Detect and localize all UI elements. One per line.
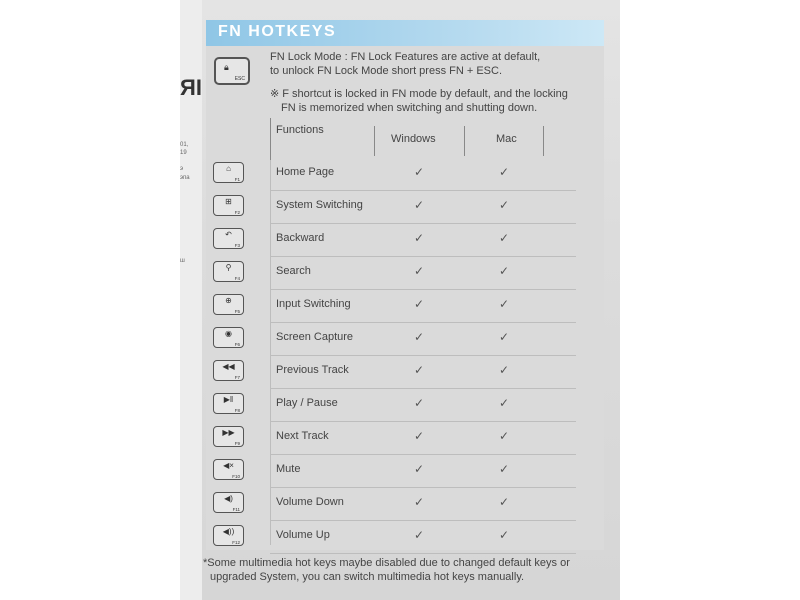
windows-check-icon: ✓ xyxy=(414,231,425,245)
fn-lock-note: ※ F shortcut is locked in FN mode by default, and the locking xyxy=(270,88,568,100)
row-divider xyxy=(270,520,576,521)
windows-check-icon: ✓ xyxy=(414,330,425,344)
function-label: Home Page xyxy=(276,166,335,178)
fn-lock-description: to unlock FN Lock Mode short press FN + ESC. xyxy=(270,65,503,77)
play-pause-icon: ▶‖ xyxy=(223,395,234,404)
function-key xyxy=(213,327,244,348)
function-key xyxy=(213,360,244,381)
key-caption: F6 xyxy=(234,342,240,347)
key-caption: F1 xyxy=(234,177,240,182)
mac-check-icon: ✓ xyxy=(499,198,510,212)
windows-check-icon: ✓ xyxy=(414,429,425,443)
function-label: System Switching xyxy=(276,199,363,211)
magnifier-icon: ⚲ xyxy=(225,263,232,272)
function-key xyxy=(213,294,244,315)
mute-icon: ◀× xyxy=(223,461,234,470)
row-divider xyxy=(270,190,576,191)
right-background xyxy=(620,0,800,600)
function-label: Volume Down xyxy=(276,496,344,508)
row-divider xyxy=(270,355,576,356)
function-key xyxy=(213,492,244,513)
row-divider xyxy=(270,388,576,389)
mac-check-icon: ✓ xyxy=(499,495,510,509)
rewind-icon: ◀◀ xyxy=(222,362,235,371)
row-divider xyxy=(270,256,576,257)
function-key xyxy=(213,459,244,480)
key-caption: F4 xyxy=(234,276,240,281)
header-functions: Functions xyxy=(276,124,324,136)
home-icon: ⌂ xyxy=(226,164,231,173)
windows-check-icon: ✓ xyxy=(414,165,425,179)
mac-check-icon: ✓ xyxy=(499,231,510,245)
mac-check-icon: ✓ xyxy=(499,330,510,344)
key-caption: F3 xyxy=(234,243,240,248)
header-windows: Windows xyxy=(391,133,436,145)
adjacent-page-text: 19 xyxy=(180,150,187,156)
adjacent-page-letters: ЯІ xyxy=(180,75,202,100)
back-arrow-icon: ↶ xyxy=(225,230,232,239)
row-divider xyxy=(270,223,576,224)
camera-icon: ◉ xyxy=(225,329,232,338)
volume-down-icon: ◀) xyxy=(224,494,233,503)
volume-up-icon: ◀)) xyxy=(222,527,235,536)
function-key xyxy=(213,228,244,249)
windows-check-icon: ✓ xyxy=(414,198,425,212)
adjacent-page-text: эпа xyxy=(180,175,190,181)
mac-check-icon: ✓ xyxy=(499,396,510,410)
key-caption: F12 xyxy=(232,540,240,545)
row-divider xyxy=(270,553,576,554)
table-divider xyxy=(270,118,271,162)
adjacent-page-fragment xyxy=(180,0,202,600)
table-divider xyxy=(543,126,544,156)
fast-forward-icon: ▶▶ xyxy=(222,428,235,437)
windows-check-icon: ✓ xyxy=(414,363,425,377)
function-key xyxy=(213,393,244,414)
mac-check-icon: ✓ xyxy=(499,528,510,542)
mac-check-icon: ✓ xyxy=(499,429,510,443)
key-caption: F9 xyxy=(234,441,240,446)
function-label: Next Track xyxy=(276,430,329,442)
windows-check-icon: ✓ xyxy=(414,528,425,542)
function-label: Screen Capture xyxy=(276,331,354,343)
row-divider xyxy=(270,289,576,290)
function-label: Play / Pause xyxy=(276,397,338,409)
windows-check-icon: ✓ xyxy=(414,495,425,509)
mac-check-icon: ✓ xyxy=(499,297,510,311)
adjacent-page-text: 01, xyxy=(180,142,189,148)
mac-check-icon: ✓ xyxy=(499,165,510,179)
key-caption: ESC xyxy=(234,76,245,82)
windows-check-icon: ✓ xyxy=(414,264,425,278)
title-banner xyxy=(206,20,604,46)
function-key xyxy=(213,426,244,447)
globe-icon: ⊕ xyxy=(225,296,232,305)
key-caption: F2 xyxy=(234,210,240,215)
header-mac: Mac xyxy=(496,133,517,145)
function-label: Volume Up xyxy=(276,529,330,541)
mac-check-icon: ✓ xyxy=(499,264,510,278)
windows-check-icon: ✓ xyxy=(414,396,425,410)
function-key xyxy=(213,261,244,282)
mac-check-icon: ✓ xyxy=(499,363,510,377)
key-caption: F7 xyxy=(234,375,240,380)
function-label: Previous Track xyxy=(276,364,349,376)
windows-check-icon: ✓ xyxy=(414,297,425,311)
mac-check-icon: ✓ xyxy=(499,462,510,476)
adjacent-page-text: э xyxy=(180,166,184,172)
key-caption: F8 xyxy=(234,408,240,413)
row-divider xyxy=(270,322,576,323)
function-key xyxy=(213,195,244,216)
key-caption: F10 xyxy=(232,474,240,479)
footnote: *Some multimedia hot keys maybe disabled due to changed default keys or xyxy=(203,557,570,569)
table-divider xyxy=(374,126,375,156)
row-divider xyxy=(270,487,576,488)
row-divider xyxy=(270,421,576,422)
row-divider xyxy=(270,454,576,455)
fn-lock-note: FN is memorized when switching and shutting down. xyxy=(281,102,538,114)
function-key xyxy=(213,525,244,546)
function-label: Backward xyxy=(276,232,325,244)
table-divider xyxy=(464,126,465,156)
page-title: FN HOTKEYS xyxy=(218,23,337,40)
key-caption: F11 xyxy=(232,507,240,512)
fn-lock-description: FN Lock Mode : FN Lock Features are active at default, xyxy=(270,51,541,63)
system-switch-icon: ⊞ xyxy=(225,197,232,206)
windows-check-icon: ✓ xyxy=(414,462,425,476)
footnote: upgraded System, you can switch multimedia hot keys manually. xyxy=(210,571,525,583)
function-key xyxy=(213,162,244,183)
esc-key-illustration xyxy=(214,57,250,85)
left-background xyxy=(0,0,180,600)
key-caption: F5 xyxy=(234,309,240,314)
function-label: Search xyxy=(276,265,311,277)
function-label: Mute xyxy=(276,463,301,475)
adjacent-page-text: ш xyxy=(180,258,185,264)
lock-icon: 🔒︎ xyxy=(224,62,229,72)
function-label: Input Switching xyxy=(276,298,351,310)
